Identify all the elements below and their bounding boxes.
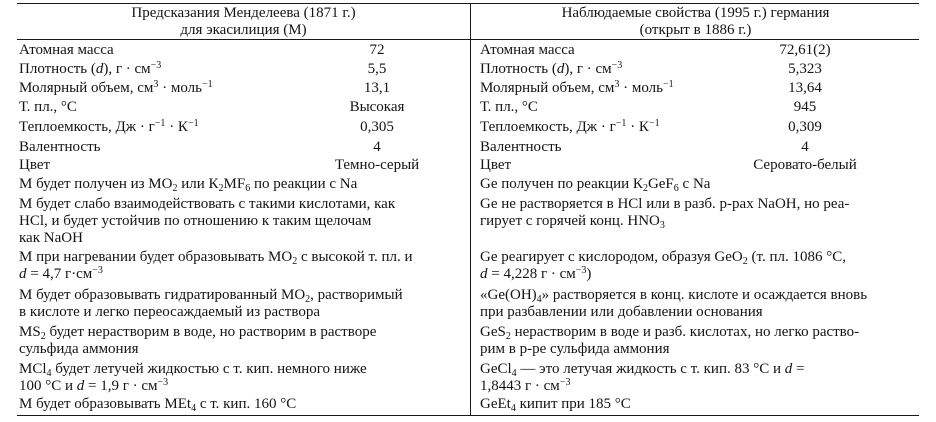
predicted-statement-line: М при нагревании будет образовывать $МО_2$ с высокой т. пл. и — [19, 249, 413, 267]
predicted-value: Темно-серый — [334, 157, 420, 173]
predicted-statement-line: в кислоте и легко переосаждаемый из раствора — [19, 304, 320, 320]
observed-value: 5,323 — [788, 61, 822, 77]
observed-statement-line: GeEt$_4$ кипит при 185 °С — [480, 396, 631, 414]
observed-value: 13,64 — [788, 80, 822, 96]
property-name-observed: Атомная масса — [480, 42, 575, 58]
property-name-predicted: Теплоемкость, Дж · $г^{-1} \cdot К^{-1}$ — [19, 118, 199, 135]
header-predicted — [17, 5, 470, 39]
header-observed — [472, 5, 919, 39]
table-bottom-rule — [17, 415, 919, 416]
observed-statement-line: d = 4,228 $г \cdot см^{-3}$) — [480, 265, 592, 282]
property-name-observed: Теплоемкость, Дж · $г^{-1} \cdot К^{-1}$ — [480, 118, 660, 135]
property-name-predicted: Атомная масса — [19, 42, 114, 58]
observed-statement-line: 1,8443 $г \cdot см^{-3}$ — [480, 377, 571, 394]
predicted-statement-line: МCl$_4$ будет летучей жидкостью с т. кип. немного ниже — [19, 361, 367, 379]
header-observed-line-1: Наблюдаемые свойства (1995 г.) германия — [561, 5, 830, 21]
observed-value: 945 — [793, 99, 817, 115]
property-name-predicted: Молярный объем, $см^3$ · моль$^{-1}$ — [19, 79, 213, 96]
observed-statement-line: Ge не растворяется в HCl или в разб. р-рах NaOH, но реа- — [480, 196, 850, 212]
predicted-statement-line: М будет слабо взаимодействовать с такими кислотами, как — [19, 196, 396, 212]
header-predicted-line-2: для экасилиция (М) — [180, 22, 307, 38]
predicted-statement-line: d = 4,7 $г\cdot см^{-3}$ — [19, 265, 103, 282]
column-divider — [470, 4, 471, 416]
property-name-observed: Молярный объем, $см^3$ · моль$^{-1}$ — [480, 79, 674, 96]
predicted-statement-line: М будет получен из $МО_2$ или $К_2МF_6$ по реакции с Na — [19, 176, 358, 194]
observed-value: 0,309 — [788, 119, 822, 135]
observed-statement-line: GeCl$_4$ — это летучая жидкость с т. кип. 83 °С и d = — [480, 361, 805, 379]
header-predicted-line-1: Предсказания Менделеева (1871 г.) — [131, 5, 356, 21]
observed-value: Серовато-белый — [753, 157, 857, 173]
property-name-predicted: Цвет — [19, 157, 51, 173]
observed-statement-line: Ge реагирует с кислородом, образуя GeO$_2$ (т. пл. 1086 °С, — [480, 249, 846, 267]
predicted-statement-line: сульфида аммония — [19, 341, 139, 357]
observed-statement-line: при разбавлении или добавлении основания — [480, 304, 763, 320]
header-observed-line-2: (открыт в 1886 г.) — [639, 22, 752, 38]
observed-statement-line: рим в р-ре сульфида аммония — [480, 341, 670, 357]
predicted-statement-line: как NaOH — [19, 230, 83, 246]
predicted-value: 0,305 — [360, 119, 394, 135]
predicted-statement-line: HCl, и будет устойчив по отношению к таким щелочам — [19, 213, 372, 229]
predicted-value: Высокая — [349, 99, 405, 115]
observed-statement-line: гирует с горячей конц. $HNO_3$ — [480, 213, 665, 231]
header-bottom-rule — [17, 39, 919, 40]
table-top-rule — [17, 3, 919, 4]
observed-value: 72,61(2) — [779, 42, 831, 58]
observed-statement-line: GeS$_2$ нерастворим в воде и разб. кислотах, но легко раство- — [480, 324, 860, 342]
predicted-value: 72 — [369, 42, 385, 58]
predicted-statement-line: 100 °С и d = 1,9 $г \cdot см^{-3}$ — [19, 377, 169, 394]
predicted-value: 4 — [373, 139, 381, 155]
predicted-value: 13,1 — [363, 80, 391, 96]
property-name-predicted: Валентность — [19, 139, 101, 155]
observed-statement-line: Ge получен по реакции $К_2GeF_6$ с Na — [480, 176, 711, 194]
predicted-statement-line: М будет образовывать МEt$_4$ с т. кип. 160 °С — [19, 396, 297, 414]
predicted-statement-line: М будет образовывать гидратированный $МО_2$, растворимый — [19, 287, 403, 305]
property-name-observed: Плотность (d), $г \cdot см^{-3}$ — [480, 60, 623, 77]
predicted-value: 5,5 — [367, 61, 387, 77]
property-name-observed: Т. пл., °С — [480, 99, 538, 115]
observed-value: 4 — [801, 139, 809, 155]
predicted-statement-line: $МS_2$ будет нерастворим в воде, но растворим в растворе — [19, 324, 377, 342]
property-name-predicted: Т. пл., °С — [19, 99, 77, 115]
property-name-observed: Цвет — [480, 157, 512, 173]
property-name-predicted: Плотность (d), $г \cdot см^{-3}$ — [19, 60, 162, 77]
observed-statement-line: «$Ge(OH)_4$» растворяется в конц. кислоте и осаждается вновь — [480, 287, 868, 305]
property-name-observed: Валентность — [480, 139, 562, 155]
